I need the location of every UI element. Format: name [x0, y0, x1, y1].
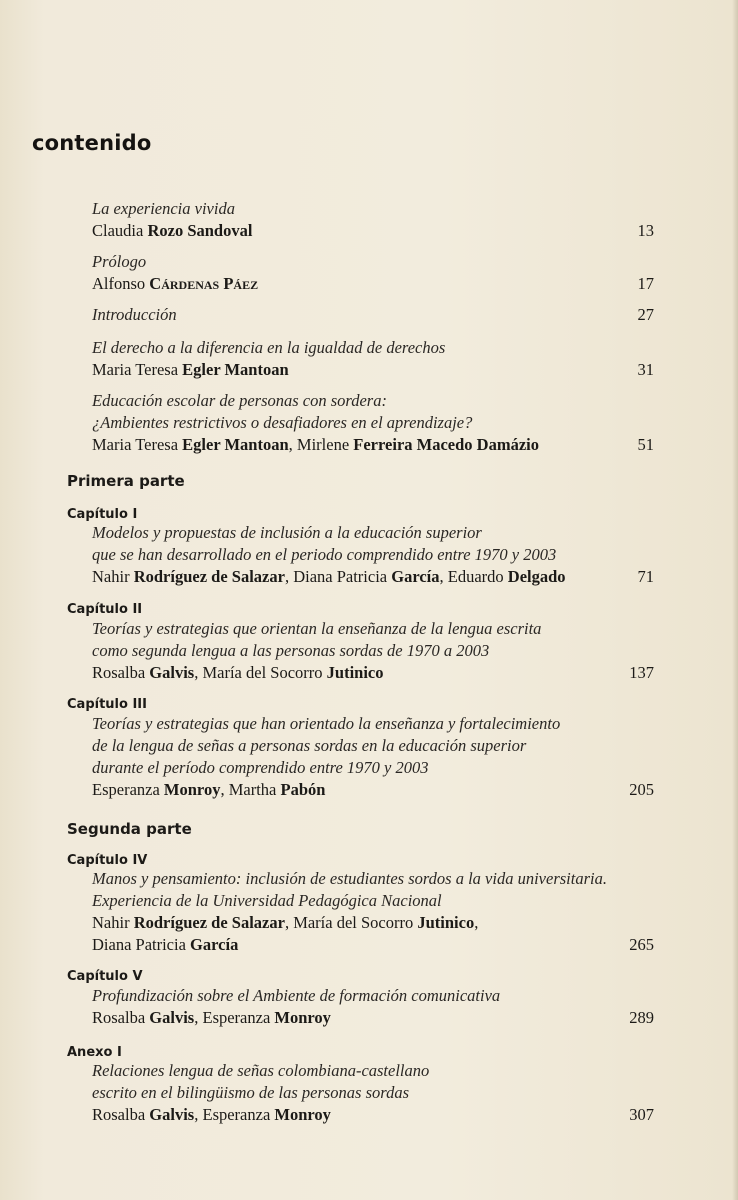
entry-title-line: Prólogo — [92, 252, 147, 271]
toc-heading: contenido — [32, 131, 152, 155]
entry-authors: Rosalba Galvis, María del Socorro Jutinico — [92, 663, 384, 682]
page-number: 205 — [629, 780, 654, 799]
chapter-label: Capítulo V — [67, 969, 143, 984]
entry-title-line: durante el período comprendido entre 1970 y 2003 — [92, 758, 429, 777]
part-heading: Segunda parte — [67, 820, 192, 838]
page-number: 265 — [629, 935, 654, 954]
chapter-label: Capítulo II — [67, 602, 143, 617]
entry-authors: Esperanza Monroy, Martha Pabón — [92, 780, 326, 799]
chapter-label: Anexo I — [67, 1045, 122, 1060]
page-number: 51 — [637, 435, 654, 454]
entry-authors: Rosalba Galvis, Esperanza Monroy — [92, 1105, 331, 1124]
entry-title-line: Educación escolar de personas con sordera: — [92, 391, 387, 410]
entry-title-line: Profundización sobre el Ambiente de formación comunicativa — [92, 986, 501, 1005]
page-number: 307 — [629, 1105, 654, 1124]
entry-authors: Maria Teresa Egler Mantoan — [92, 360, 289, 379]
entry-authors: Rosalba Galvis, Esperanza Monroy — [92, 1008, 331, 1027]
chapter-label: Capítulo I — [67, 507, 138, 522]
entry-title-line: como segunda lengua a las personas sordas de 1970 a 2003 — [92, 641, 490, 660]
toc-entry — [92, 390, 654, 456]
toc-entry — [92, 304, 654, 326]
entry-authors: Nahir Rodríguez de Salazar, María del Socorro Jutinico, Diana Patricia García — [92, 913, 479, 954]
entry-title-line: Manos y pensamiento: inclusión de estudiantes sordos a la vida universitaria. — [92, 869, 607, 888]
toc-entry — [92, 522, 654, 588]
toc-entry — [92, 198, 654, 242]
page-edge-shadow — [732, 0, 738, 1200]
toc-entry — [92, 251, 654, 295]
page-number: 137 — [629, 663, 654, 682]
chapter-label: Capítulo III — [67, 697, 147, 712]
entry-authors: Alfonso Cárdenas Páez — [92, 274, 259, 293]
toc-entry — [92, 1060, 654, 1126]
entry-authors: Maria Teresa Egler Mantoan, Mirlene Ferreira Macedo Damázio — [92, 435, 539, 454]
toc-entry — [92, 337, 654, 381]
entry-title-line: Relaciones lengua de señas colombiana-castellano — [92, 1061, 430, 1080]
entry-title-line: Introducción — [92, 305, 177, 324]
entry-title-line: Modelos y propuestas de inclusión a la educación superior — [92, 523, 482, 542]
part-heading: Primera parte — [67, 472, 185, 490]
entry-title-line: La experiencia vivida — [92, 199, 235, 218]
page-number: 289 — [629, 1008, 654, 1027]
toc-entry — [92, 985, 654, 1029]
entry-authors: Claudia Rozo Sandoval — [92, 221, 253, 240]
page-number: 27 — [637, 305, 654, 324]
entry-title-line: Teorías y estrategias que orientan la enseñanza de la lengua escrita — [92, 619, 542, 638]
toc-entry — [92, 618, 654, 684]
entry-title-line: que se han desarrollado en el periodo comprendido entre 1970 y 2003 — [92, 545, 557, 564]
entry-title-line: escrito en el bilingüismo de las personas sordas — [92, 1083, 410, 1102]
entry-title-line: Teorías y estrategias que han orientado la enseñanza y fortalecimiento — [92, 714, 561, 733]
page-number: 13 — [637, 221, 654, 240]
page-number: 71 — [637, 567, 654, 586]
toc-entry — [92, 868, 654, 956]
entry-title-line: Experiencia de la Universidad Pedagógica Nacional — [92, 891, 442, 910]
page-number: 31 — [637, 360, 654, 379]
entry-title-line: El derecho a la diferencia en la igualdad de derechos — [92, 338, 446, 357]
entry-authors: Nahir Rodríguez de Salazar, Diana Patricia García, Eduardo Delgado — [92, 567, 566, 586]
page-number: 17 — [637, 274, 654, 293]
toc-entry — [92, 713, 654, 801]
chapter-label: Capítulo IV — [67, 853, 148, 868]
entry-title-line: ¿Ambientes restrictivos o desafiadores en el aprendizaje? — [92, 413, 473, 432]
entry-title-line: de la lengua de señas a personas sordas en la educación superior — [92, 736, 527, 755]
